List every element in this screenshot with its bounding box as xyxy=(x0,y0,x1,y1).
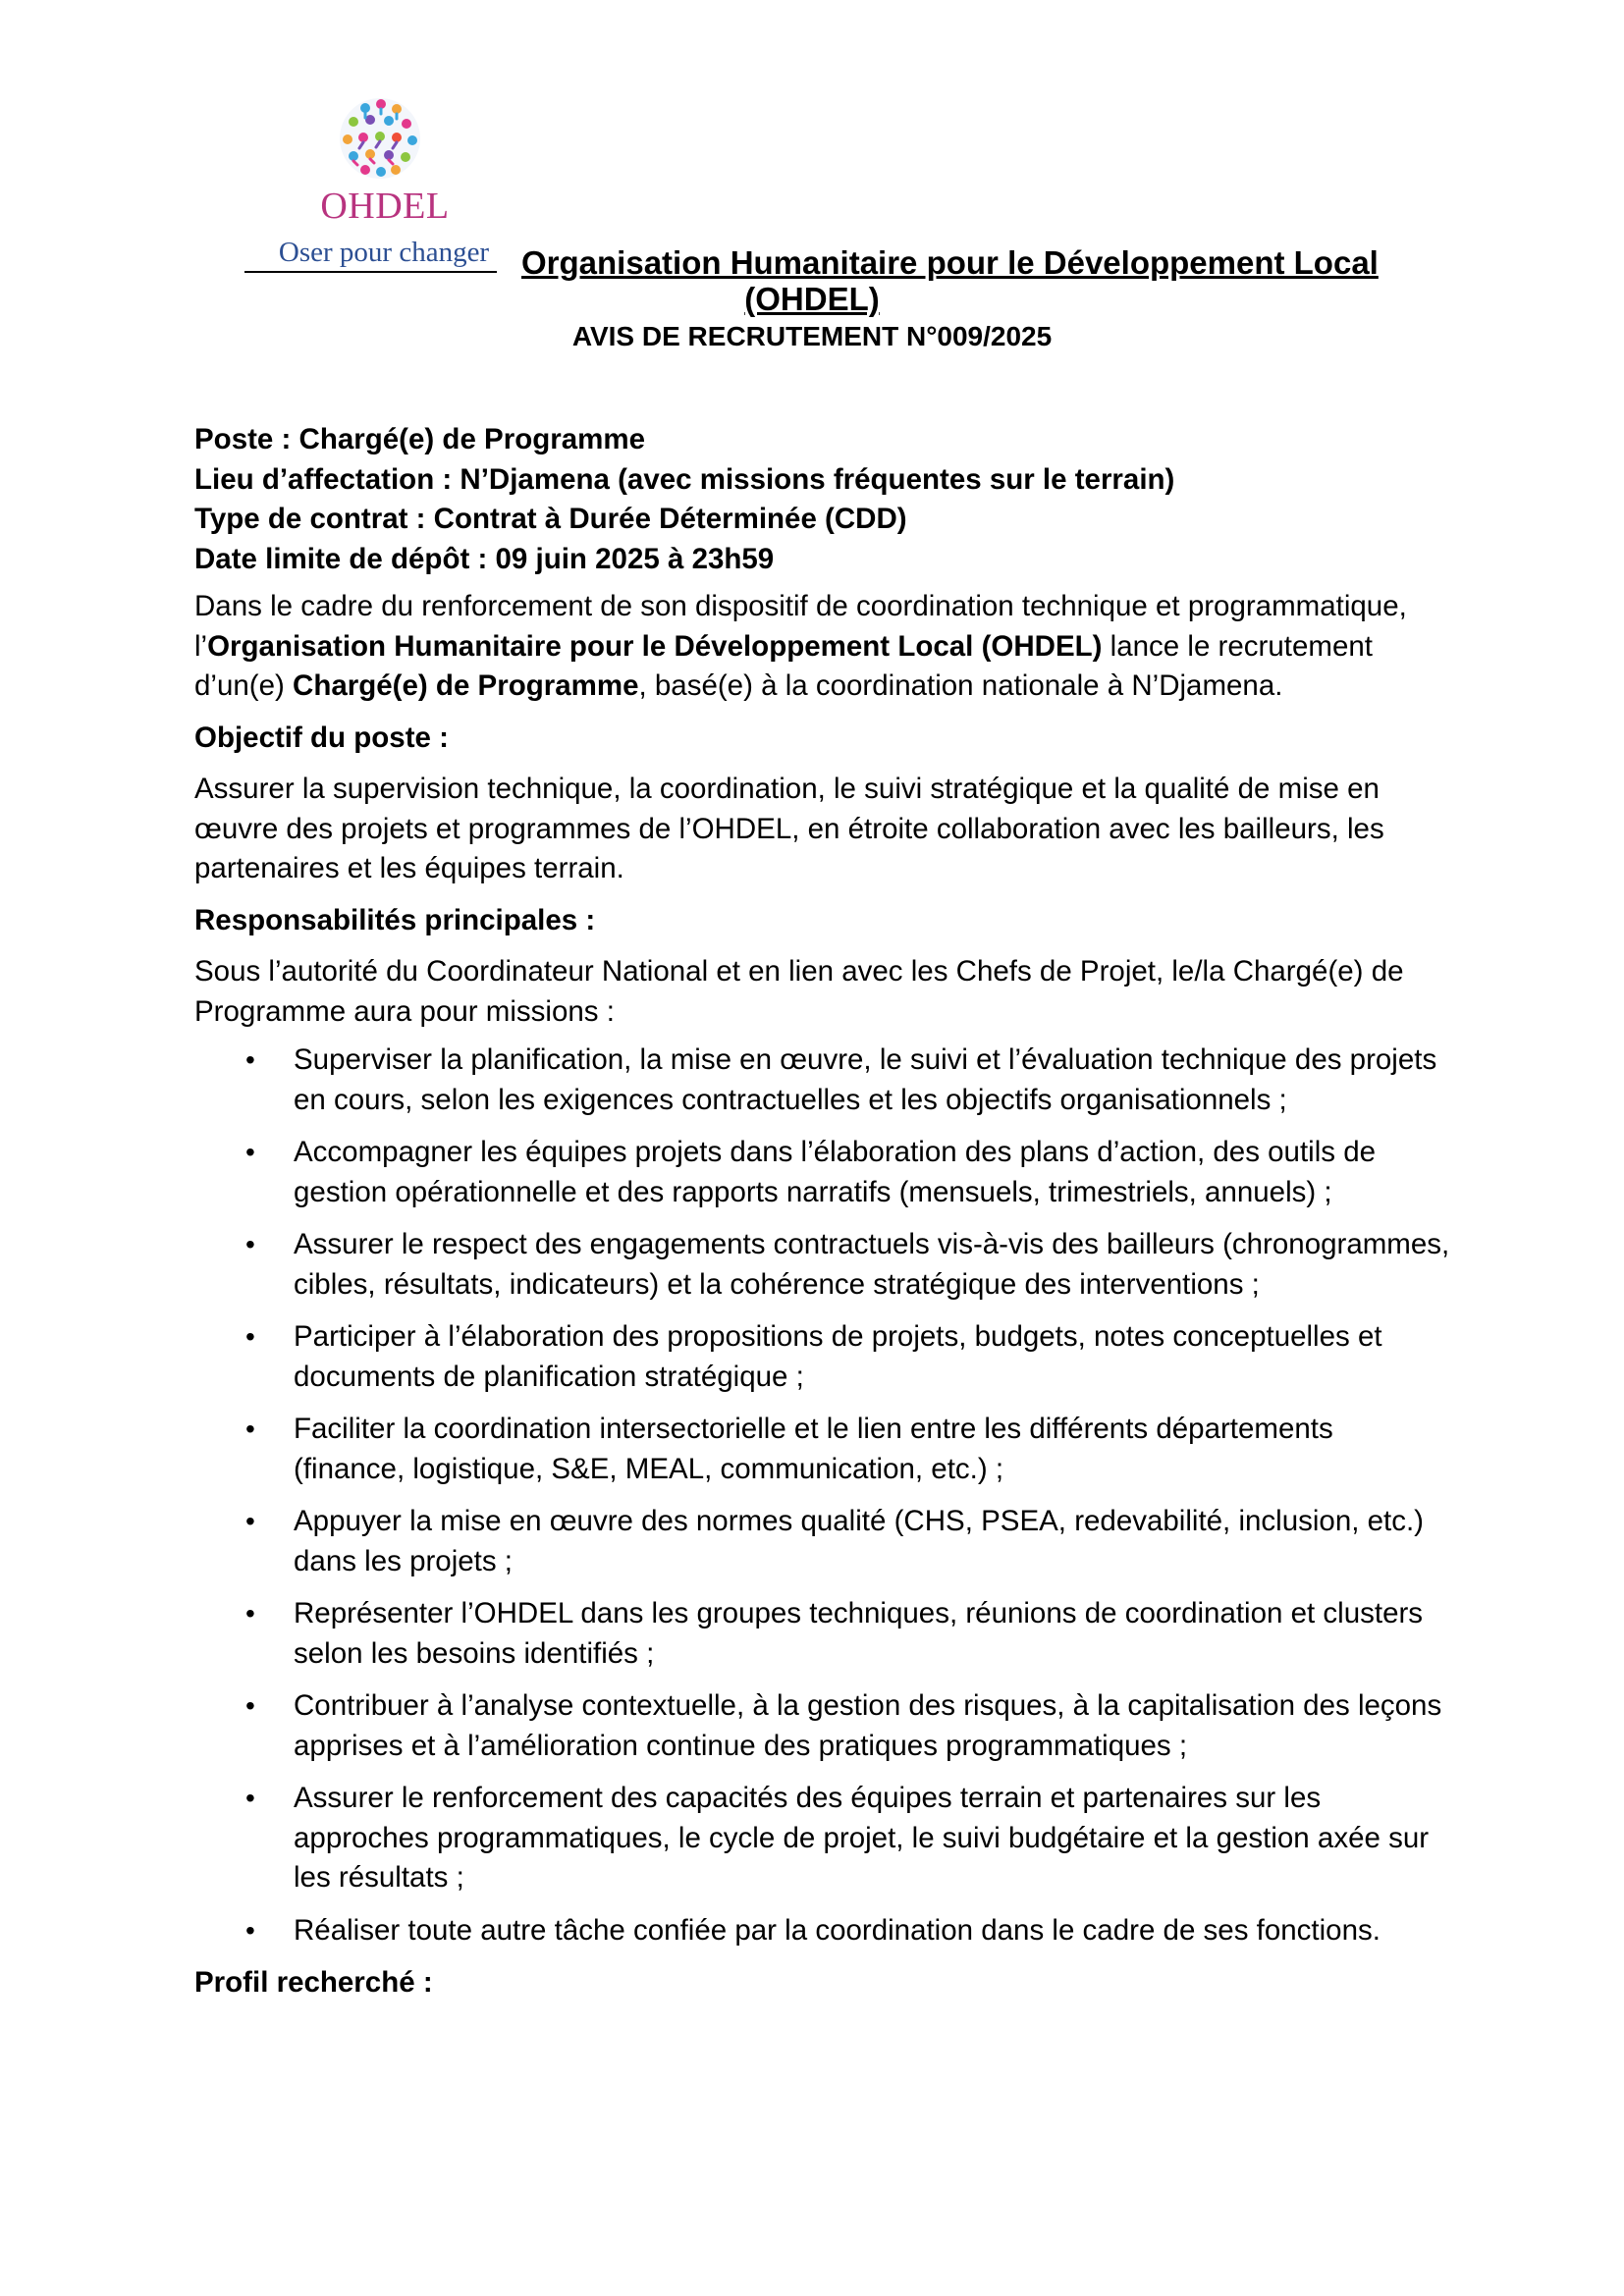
intro-paragraph xyxy=(194,587,1451,707)
list-item: • Faciliter la coordination intersectorielle et le lien entre les différents départements (finance, logistique, S&E, MEAL, communication, etc.) ; xyxy=(194,1410,1451,1489)
job-date-limite: Date limite de dépôt : 09 juin 2025 à 23h59 xyxy=(194,542,775,575)
responsabilites-list xyxy=(194,1041,1451,1950)
globe-people-icon xyxy=(336,94,424,183)
list-item: • Représenter l’OHDEL dans les groupes techniques, réunions de coordination et clusters selon les besoins identifiés ; xyxy=(194,1594,1451,1674)
intro-role: Chargé(e) de Programme xyxy=(293,669,639,702)
logo-name: OHDEL xyxy=(320,186,450,227)
list-item: • Assurer le renforcement des capacités des équipes terrain et partenaires sur les approches programmatiques, le cycle de projet, le suivi budgétaire et la gestion axée sur les résultats ; xyxy=(194,1779,1451,1898)
header-rule xyxy=(244,271,497,273)
job-contrat: Type de contrat : Contrat à Durée Déterminée (CDD) xyxy=(194,503,907,535)
job-poste: Poste : Chargé(e) de Programme xyxy=(194,423,646,455)
list-item: • Superviser la planification, la mise en œuvre, le suivi et l’évaluation technique des projets en cours, selon les exigences contractuelles et les objectifs organisationnels ; xyxy=(194,1041,1451,1120)
list-item: • Participer à l’élaboration des propositions de projets, budgets, notes conceptuelles et documents de planification stratégique ; xyxy=(194,1317,1451,1397)
objectif-heading: Objectif du poste : xyxy=(194,721,449,754)
recruitment-notice-title: AVIS DE RECRUTEMENT N°009/2025 xyxy=(571,321,1053,351)
list-item: • Accompagner les équipes projets dans l’élaboration des plans d’action, des outils de gestion opérationnelle et des rapports narratifs (mensuels, trimestriels, annuels) ; xyxy=(194,1133,1451,1212)
objectif-text: Assurer la supervision technique, la coordination, le suivi stratégique et la qualité de mise en œuvre des projets et programmes de l’OHDEL, en étroite collaboration avec les bailleurs, les partenaires et les équipes terrain. xyxy=(194,773,1384,884)
intro-text-3: , basé(e) à la coordination nationale à N’Djamena. xyxy=(638,669,1283,702)
list-item: • Appuyer la mise en œuvre des normes qualité (CHS, PSEA, redevabilité, inclusion, etc.) dans les projets ; xyxy=(194,1502,1451,1581)
responsabilites-heading: Responsabilités principales : xyxy=(194,903,596,936)
intro-text-1: Dans le cadre du renforcement de son dispositif de coordination technique et programmatique, l’ xyxy=(194,590,1407,663)
ohdel-logo xyxy=(245,94,511,281)
intro-text-2: lance le recrutement d’un(e) xyxy=(194,629,1373,702)
list-item: • Contribuer à l’analyse contextuelle, à la gestion des risques, à la capitalisation des leçons apprises et à l’amélioration continue des pratiques programmatiques ; xyxy=(194,1686,1451,1766)
organization-title: Organisation Humanitaire pour le Développement Local xyxy=(521,244,1379,281)
document-body xyxy=(194,420,1451,2003)
list-item: • Assurer le respect des engagements contractuels vis-à-vis des bailleurs (chronogrammes, cibles, résultats, indicateurs) et la cohérence stratégique des interventions ; xyxy=(194,1225,1451,1305)
intro-org-name: Organisation Humanitaire pour le Développement Local (OHDEL) xyxy=(207,629,1103,663)
profil-heading: Profil recherché : xyxy=(194,1966,433,1999)
job-lieu: Lieu d’affectation : N’Djamena (avec missions fréquentes sur le terrain) xyxy=(194,462,1175,496)
logo-tagline: Oser pour changer xyxy=(278,237,490,268)
responsabilites-intro: Sous l’autorité du Coordinateur National et en lien avec les Chefs de Projet, le/la Chargé(e) de Programme aura pour missions : xyxy=(194,955,1404,1028)
list-item: • Réaliser toute autre tâche confiée par la coordination dans le cadre de ses fonctions. xyxy=(194,1911,1451,1951)
organization-abbreviation: (OHDEL) xyxy=(744,281,880,317)
